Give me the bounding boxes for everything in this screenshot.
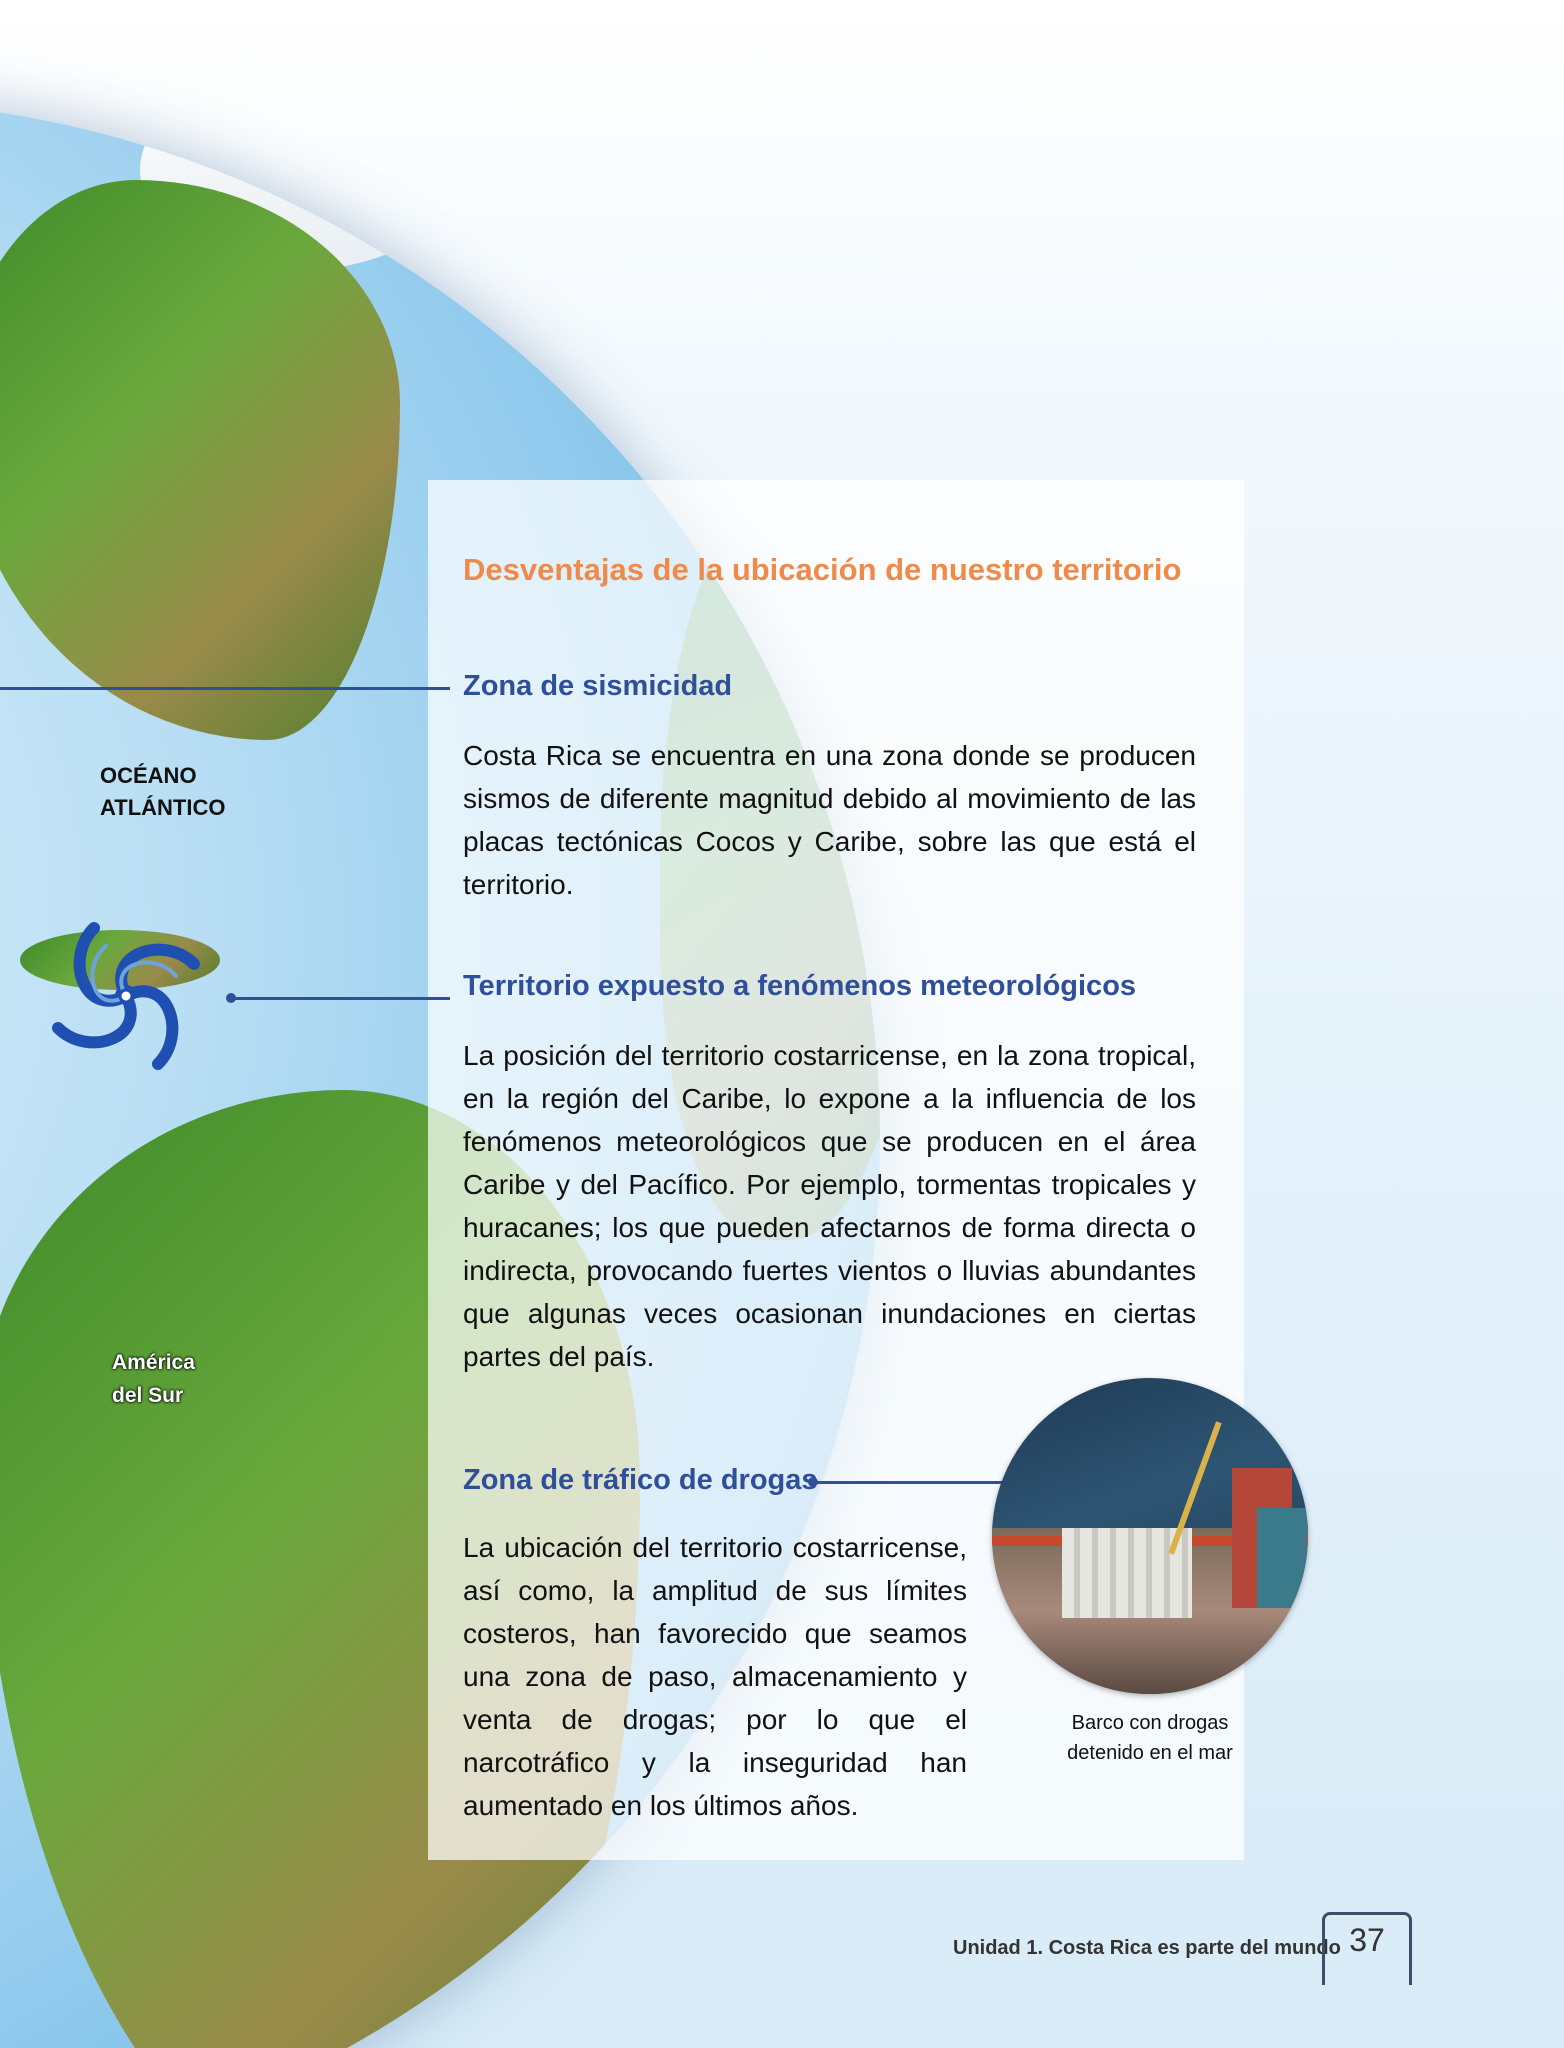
hurricane-connector-line xyxy=(232,997,450,1000)
paragraph-seismic: Costa Rica se encuentra en una zona donde se producen sismos de diferente magnitud debido al movimiento de las placas tectónicas Cocos y Caribe, sobre las que está el territorio. xyxy=(463,740,1196,900)
page-number: 37 xyxy=(1349,1922,1385,1958)
ship-container xyxy=(1257,1508,1307,1608)
drug-ship-photo xyxy=(992,1378,1308,1694)
section-title: Desventajas de la ubicación de nuestro territorio xyxy=(463,552,1182,587)
seismic-connector-line xyxy=(0,687,450,690)
heading-drugs: Zona de tráfico de drogas xyxy=(463,1464,818,1496)
ocean-label: OCÉANO ATLÁNTICO xyxy=(100,763,226,820)
paragraph-drugs: La ubicación del territorio costarricense, así como, la amplitud de sus límites costeros, han favorecido que seamos una zona de paso, almacenamiento y venta de drogas; por lo que el narcotráfico y la inseguridad han aumentado en los últimos años. xyxy=(463,1532,967,1821)
paragraph-weather: La posición del territorio costarricense, en la zona tropical, en la región del Caribe, lo expone a la influencia de los fenómenos meteorológicos que se producen en el área Caribe y del Pacífico. Por ejemplo, tormentas tropicales y huracanes; los que pueden afectarnos de forma directa o indirecta, provocando fuertes vientos o lluvias abundantes que algunas veces ocasionan inundaciones en ciertas partes del país. xyxy=(463,1040,1196,1372)
footer-unit-label: Unidad 1. Costa Rica es parte del mundo xyxy=(953,1937,1341,1959)
drugs-connector-line xyxy=(814,1481,1006,1484)
continent-label: América del Sur xyxy=(112,1351,195,1407)
heading-weather: Territorio expuesto a fenómenos meteorológicos xyxy=(463,970,1137,1002)
heading-seismic: Zona de sismicidad xyxy=(463,670,733,702)
photo-caption: Barco con drogas detenido en el mar xyxy=(1067,1712,1233,1764)
north-america-landmass xyxy=(0,180,400,740)
hurricane-icon xyxy=(44,914,208,1078)
